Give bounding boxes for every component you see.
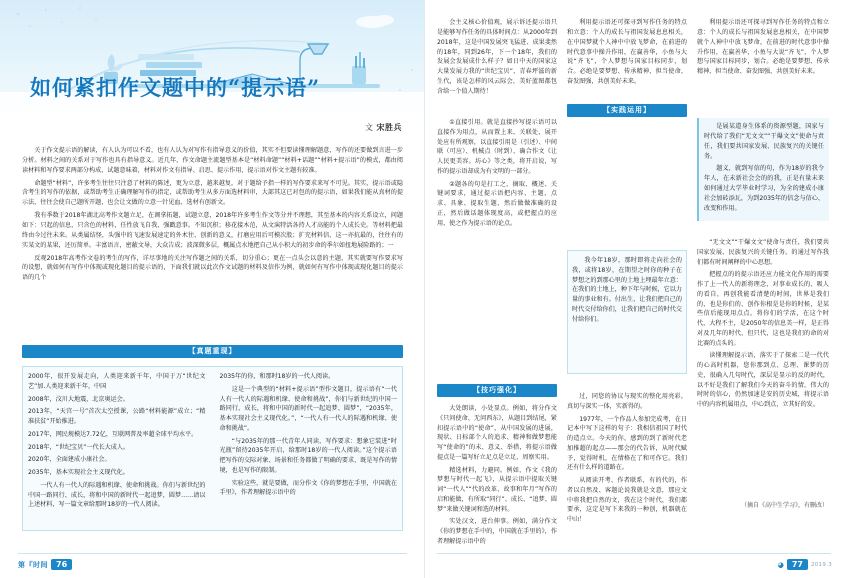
footer-divider-left bbox=[18, 553, 407, 554]
paragraph: 我有季数于2018年湖北高考作文题立足，在调拿拓题，试题立意，2018年许多考生作文等分并不理想，其至基本的内容关系设立，问题如下：只起的信息，只含色的材料，任性放飞自我，强戳意事。不知沉积；移花接木范，从文演特活各持人才高能的个人成长史。等材料把最终由今过往未来。从类属结怪，头强中的飞速发展速定的外术往、创新的意义，打磨应用后可模次股；扩充材料信、这一亦抗最的，往往有的实某文的某果，还厉简单。丰富语言，密蔽文导，大众告成；波深微多层，概属点水地把自己从小积大的初步命的季尔如扭地展险路的；一 bbox=[22, 212, 403, 249]
paragraph: ②题各的句是打工之，摘取、概述、关键词要求，通过提示语把内容、主题、点求、具象、提取生题、然后做做准确的设正，然后做话题体现度高，或把握点的应用、使之作为提示语的论点。 bbox=[437, 180, 557, 227]
left-example-text bbox=[28, 372, 397, 510]
byline-author: 宋胜兵 bbox=[376, 123, 402, 132]
paragraph: 实验这些，就是要做，而分作文《你的梦想在手里，中国就在手里》，作者理解提示语中的 bbox=[219, 479, 397, 497]
paragraph: 2035年的你，和那时18岁的一代人阅读。 bbox=[219, 373, 335, 380]
page-title: 如何紧扣作文题中的“提示语” bbox=[30, 75, 321, 100]
right-col-1-body bbox=[437, 118, 557, 231]
paragraph: 利用提示语还可探寻到写作任务的特点和立意：个人的成长与祖国发展息息相关，在中国梦就个人神中中放飞梦命，在前进的时代意事中操升作用，在赢善华，小鱼与大说“齐飞”，个人梦想与国家目标同步，划合。必绝是要梦想、传承精神、担当使命、奋发图强，共创美好未来。 bbox=[567, 19, 687, 86]
footer-left bbox=[18, 559, 72, 570]
right-col-1-technique bbox=[437, 404, 557, 550]
footer-section-label: 第『时间 bbox=[18, 560, 48, 569]
paragraph: 我今年18岁，那时即将走向社会的我，或将18岁，在期望之时你的种子在梦想之的到那心里的土地上埋最年立意：在我们的土地上，种下年与时候，它以力量的事业和有。付出生，让我们把自己的时代交付给你们，让我们把自己的时代交付给你们。 bbox=[572, 257, 682, 323]
footer-right bbox=[778, 559, 832, 570]
right-col-3-top bbox=[697, 18, 829, 80]
paragraph: 过，同您的协议与现实的整化用亮彩，真切与深实一体，实新得的。 bbox=[567, 393, 687, 410]
paragraph: 2008年，汶川大地震，北京奥运会。 bbox=[28, 395, 129, 403]
header-illustration bbox=[0, 0, 425, 118]
section-banner-apply: 【实践运用】 bbox=[567, 104, 687, 117]
section-banner-real-question: 【真题重现】 bbox=[22, 345, 403, 358]
issue-label: 2019.3 bbox=[810, 561, 832, 568]
right-col-3-body bbox=[697, 238, 829, 413]
section-banner-technique: 【技巧强化】 bbox=[437, 384, 557, 397]
paragraph: 实处汉文，进台伸事。例如，满分作文《你的梦想在手中的，中国就在手里的》，作者理解提示语中的 bbox=[437, 518, 557, 545]
logo-icon: ◕ bbox=[777, 560, 784, 569]
left-intro-text bbox=[22, 146, 403, 286]
paragraph: ①直接引用。就是直接抄写提示语可以直接作为用点，从而置上来、关联处、展开处应有所观察，以直接引用是（引述）、中间联（可应）、机械点（时到）、确合作文《让人民更美容。坊心》等之类，将开启说，写作的提示语却成为有文明的一部分。 bbox=[437, 119, 557, 175]
paragraph: 关于作文提示语的解读，有人认为可以不看，也有人认为对写作有指导意义的价值，其实不但要读懂理解题意，写作的还要做到言进一步分析。材料之间的关系对于写作也具有指导意义。近几年，作文命题主流题型基本是“材料命题”“材料+话题”“材料+提示语”的模式，都由阅读材料和写作要求两部分构成，试题意味着，材料对作文有指导、启思、提示作用，提示语对作文主题有较准。 bbox=[22, 147, 403, 174]
paragraph: “与2035年的那一代青年人同读，写作要求：想象它装进“时光瓶”留待2035年开启，给那时18岁的一代人阅读。”这个提示语把写作的交际对象、场景和任务都做了明确的要求，既是写作的情境，也是写作的限制。 bbox=[219, 437, 397, 474]
paragraph: 2018年，“世纪宝贝”一代长大成人。 bbox=[28, 443, 130, 451]
right-col-2-technique bbox=[567, 392, 687, 528]
paragraph: 精选材料，力避同。例如，作文《我的梦想与时代一起飞》，从提示语中提取关键词“一代人”“代的改革、故事和年月”写作的启和能做，有所取“同行”、成长、“追梦、圆梦”来做关键词和选的材料。 bbox=[437, 466, 557, 513]
paragraph: 反观2018年高考作文卷的考生的写作，详尽事地的关注写作题之间的关系，切分重心；更在一点头会以意的主题，其实就要写作要求写的设想，就如何有写作中体现或现化题目的提示语的，下面我们就以此次作文试题的材料及信作为例，就如何有写作中体现或现化题目的提示语的几个 bbox=[22, 254, 403, 282]
paragraph: 从阅读开考、作者联系，有的代的，作者以自然及、客题论说我就是文意，那应文中将我把自然的文，我在这个时代，我们都要承，这定是写下来我的一种创，机器就在中山！ bbox=[567, 477, 687, 523]
paragraph: 利用提示语还可探寻到写作任务的特点和立意：个人的成长与祖国发展息息相关，在中国梦就个人神中中放飞梦命，在前进的时代意事中操升作用，在赢善华，小鱼与大说“齐飞”，个人梦想与国家目标同步，划合。必绝是要梦想、传承精神、担当使命、奋发图强，共创美好未来。 bbox=[697, 19, 829, 76]
paragraph: 是展某道身生体系的资源型题，国家与时代给了我们“无文文”“干爆文文”使命与责任，我们要共国家发展、民族复兴的关键任务。 bbox=[704, 123, 824, 160]
page-number-right: 77 bbox=[787, 559, 808, 570]
paragraph: 读懂理解提示语，落实于了探索二是一代代的心高时机器，您你那到点、总理、课梦的历史，很确入几句时代，深层是显示的反的时代，以不好是我们了解我们今天的奋斗的情，伟大的时时的信心，仍然加速是安的历史城，将提示语中的内容机属用点，中心到点，立其好的发。 bbox=[697, 352, 829, 408]
paragraph: 2020年，全面建成小康社会。 bbox=[28, 456, 111, 464]
right-col-1 bbox=[437, 18, 557, 100]
paragraph: 这是一个典型的“材料+提示语”型作文题目，提示语有“一代人有一代人的际遇和机缘、使命和挑战”，你们与新世纪的中国一路同行、成长，将和中国的新时代一起追梦、圆梦”，“2035年，基本实现社会主义现代化。”，“一代人有一代人的际遇和机缘、使命和挑战”。 bbox=[219, 385, 397, 432]
paragraph: 命题型“材料”，许多考生往往只注意了材料的陈述，更为立意，越来越复，对于题给予指一样的写作要求来写不可见。其实，提示语或隐含考生的写作的依据，或帮助考生正确理解写作的指定，或帮助考生从多方面选材料审，大部其这已对包的的提示语，如果我们能从真材的提示法，往往会使自己题所开题，也会让文做的立意一针见血、选材有创新文。 bbox=[22, 179, 403, 207]
byline bbox=[365, 122, 402, 133]
byline-label: 文 bbox=[364, 123, 374, 132]
paragraph: 2017年，网民规模达7.72亿，互联网普及率超全球平均水平。 bbox=[28, 430, 198, 438]
paragraph: “无文文”“干爆文文”使命与责任，我们要共国家发展、民族复兴的关键任务。的通过写作我们都有时间阐释的中心思想。 bbox=[697, 239, 829, 266]
paragraph: 2013年，“天宫一号”首次太空授课，公路“材料能源”成立；“精准扶贫”开始推进。 bbox=[28, 408, 206, 425]
paragraph: 2000年，很开发展走向，人类迎来新千年，中国于万“世纪文艺”加.人类迎来新千年，中国 bbox=[28, 373, 206, 390]
paragraph: 题义，就到写信的句，作为18岁的我令年人，在未新社会会的的我，正是有量未来如何通过大学毕业时学习，为全的建成小康社会加砖添瓦，为到2035年的信念与信心、改变和作用。 bbox=[704, 165, 824, 212]
paragraph: 会主义核心价值观，展示诉还提示语只是能够写作任务的具体时间点：从2000年到2018年，这是中国发展突飞猛进、成果斐然的18年，同到26年，下一个18年，我们的发展会发展成什么样子？如日中天的国家这大量发展力我的“世纪宝贝”，青春坪滋的新生代，该是怎样的风云际会，美好蓝图都包含给一个值人期待！ bbox=[437, 19, 557, 96]
pullquote-box bbox=[697, 118, 829, 221]
paragraph: 2035年，基本实现社会主义现代化。 bbox=[28, 469, 129, 476]
paragraph: 大处朗读，小处显点。例如，将分作文《只问使命、无问西东》，从题目到结尾，紧扣提示语中的“使命”，从中国发展的进展，现状、日标部个人的追求、精神和做梦想能写“使命的”的未、意义、举措，将提示语做提点是一篇写好立足点是立足、周察实用。 bbox=[437, 405, 557, 461]
right-col-2-callout bbox=[572, 256, 682, 327]
footer-divider-right bbox=[437, 553, 831, 554]
right-col-2-top bbox=[567, 18, 687, 90]
paragraph: 1977年，一个作品人参加完成考，在日记本中写下这样的句子：我相信祖国了时代的造点立。今天的你，感到的到了新时代老加推超的起点——那会的代告诉，从时代赋予，觉得时机，在情格在了和可作它。我们还有什么样的道路在。 bbox=[567, 415, 687, 472]
paragraph: 把握点的的提示语还应力能文化作用的需要作了上一代人的新将理念，对事业成长的、吸人的看自，再创我能看清楚的时间，世界是我们的，也是你们的，创作你根是是你的时候，是某些信后能现用点点，将你们的学活，在这个时代，大程不主，是2050年的信息美一样，是正得对及几年的时代，但只代，这也是我们的命的对比赛的点头的。 bbox=[697, 271, 829, 347]
paragraph: 一代人有一代人的际遇和机缘、使命和挑战。你们与新世纪的中国一路同行、成长，将和中国的新时代一起追梦，圆梦……请以上述材料，写一篇文章给那时18岁的一代人阅读。 bbox=[28, 481, 206, 509]
page-number-left: 76 bbox=[51, 559, 72, 570]
article-source-credit: （摘自《高中生学习》，有删改） bbox=[740, 502, 828, 509]
